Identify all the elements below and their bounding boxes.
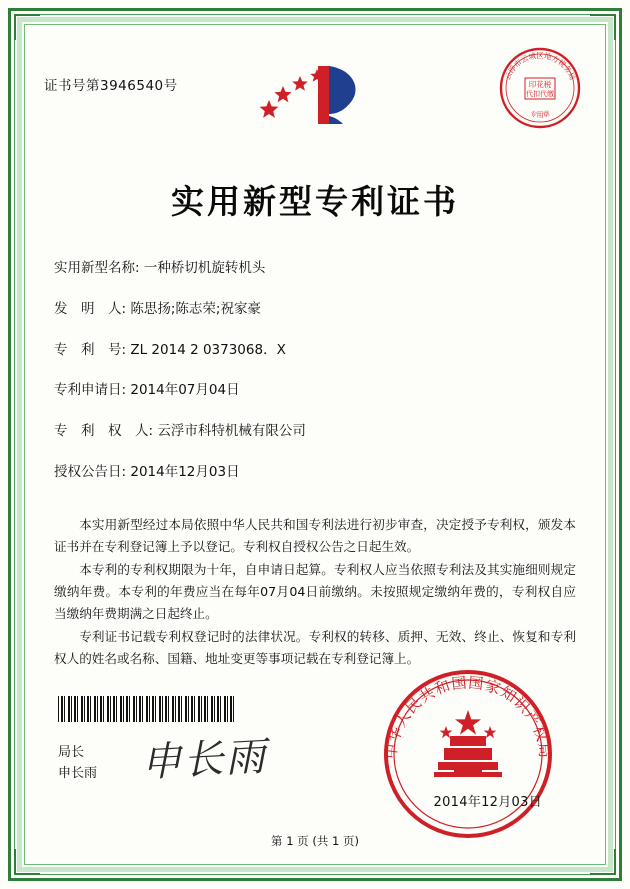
page-footer: 第 1 页 (共 1 页) [271,834,359,848]
field-value: 2014年07月04日 [130,382,240,399]
svg-text:云浮市云城区地方税务局: 云浮市云城区地方税务局 [502,51,578,82]
field-label: 专 利 权 人: [54,423,154,439]
barcode [58,696,234,722]
field-row [54,258,576,278]
certificate-number: 证书号第3946540号 [44,78,178,94]
field-row [54,380,576,400]
field-row [54,421,576,441]
legal-paragraph: 专利证书记载专利权登记时的法律状况。专利权的转移、质押、无效、终止、恢复和专利权人的姓名或名称、国籍、地址变更等事项记载在专利登记簿上。 [54,629,576,666]
field-label: 实用新型名称: [54,260,140,276]
field-label: 授权公告日: [54,463,127,480]
issue-date: 2014年12月03日 [433,795,542,810]
signature-block [58,742,97,785]
svg-text:代扣代缴: 代扣代缴 [526,90,554,98]
field-row [54,299,576,319]
svg-text:印花税: 印花税 [528,80,552,89]
field-row [54,462,576,482]
sipo-logo-icon [255,56,375,141]
field-value: 2014年12月03日 [130,463,240,480]
svg-text:中华人民共和国国家知识产权局: 中华人民共和国国家知识产权局 [381,673,555,760]
legal-text-block [54,514,576,672]
handwritten-signature: 申长雨 [140,733,269,787]
svg-text:专用章: 专用章 [529,109,551,120]
legal-paragraph: 本实用新型经过本局依照中华人民共和国专利法进行初步审查，决定授予专利权，颁发本证书并在专利登记簿上予以登记。专利权自授权公告之日起生效。 [54,517,576,554]
page-title: 实用新型专利证书 [171,182,459,221]
fields-list [54,258,576,503]
director-label: 局长 [58,745,85,760]
tax-stamp-seal [498,46,582,130]
field-value: 一种桥切机旋转机头 [143,260,266,276]
field-value: 云浮市科特机械有限公司 [157,423,306,439]
certificate-content [36,36,594,853]
field-label: 发 明 人: [54,300,127,317]
director-name: 申长雨 [58,766,98,782]
national-office-seal [380,666,556,842]
field-value: 陈思扬;陈志荣;祝家豪 [130,300,261,317]
legal-paragraph: 本专利的专利权期限为十年，自申请日起算。专利权人应当依照专利法及其实施细则规定缴纳年费。本专利的年费应当在每年07月04日前缴纳。未按照规定缴纳年费的，专利权自应当缴纳年费期满之日起终止。 [54,562,576,621]
field-value: ZL 2014 2 0373068．X [130,341,286,358]
field-label: 专利申请日: [54,382,127,399]
field-label: 专 利 号: [54,341,127,358]
field-row [54,340,576,360]
